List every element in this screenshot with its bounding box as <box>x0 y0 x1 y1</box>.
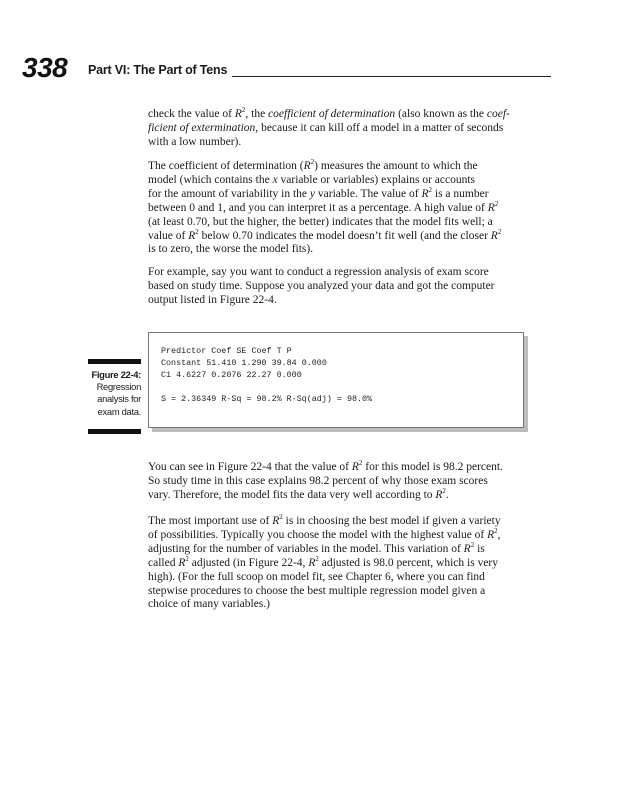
header-rule <box>232 76 551 77</box>
output-header-row: Predictor Coef SE Coef T P <box>161 346 292 356</box>
paragraph-interpretation: You can see in Figure 22-4 that the value of $R^2$ for this model is 98.2 percent. So study time in this case explains 98.2 percent of why those exam scores vary. Therefore, the model fits the data very well according to $R^2$. <box>148 459 503 501</box>
output-summary-row: S = 2.36349 R-Sq = 98.2% R-Sq(adj) = 98.0% <box>161 394 373 404</box>
paragraph-r-squared-intro: check the value of $R^2$, the coefficient of determination (also known as the coef- ficient of extermination, because it can kill off a model in a matter of seconds with a low number). <box>148 106 510 148</box>
output-row-constant: Constant 51.410 1.290 39.84 0.000 <box>161 358 327 368</box>
figure-caption-bar-bottom <box>88 429 141 434</box>
figure-label: Figure 22-4: <box>91 369 141 380</box>
paragraph-coefficient-definition: The coefficient of determination $(R^2)$ measures the amount to which the model (which contains the x variable or variables) explains or accounts for the amount of variability in the y variable. The value of $R^2$ is a number between 0 and 1, and you can interpret it as a percentage. A high value of $R^2$ (at least 0.70, but the higher, the better) indicates that the model fits well; a value of $R^2$ below 0.70 indicates the model doesn’t fit well (and the closer $R^2$ is to zero, the worse the model fits). <box>148 158 502 256</box>
figure-caption <box>88 369 141 418</box>
caption-line: analysis for <box>97 393 141 405</box>
caption-line: Regression <box>96 381 141 393</box>
paragraph-model-selection: The most important use of $R^2$ is in choosing the best model if given a variety of possibilities. Typically you choose the model with the highest value of $R^2$, adjusting for the number of variables in the model. This variation of $R^2$ is called $R^2$ adjusted (in Figure 22-4, $R^2$ adjusted is 98.0 percent, which is very high). (For the full scoop on model fit, see Chapter 6, where you can find stepwise procedures to choose the best multiple regression model given a choice of many variables.) <box>148 513 501 611</box>
output-blank-row <box>161 381 372 393</box>
running-head: Part VI: The Part of Tens <box>88 63 228 77</box>
caption-line: exam data. <box>97 405 141 417</box>
figure-caption-bar-top <box>88 359 141 364</box>
output-row-c1: C1 4.6227 0.2076 22.27 0.000 <box>161 370 302 380</box>
paragraph-example-intro: For example, say you want to conduct a regression analysis of exam score based on study time. Suppose you analyzed your data and got the computer output listed in Figure 22-4. <box>148 266 495 306</box>
regression-output <box>161 345 372 405</box>
page-number: 338 <box>22 52 68 83</box>
regression-output-figure <box>148 332 524 428</box>
